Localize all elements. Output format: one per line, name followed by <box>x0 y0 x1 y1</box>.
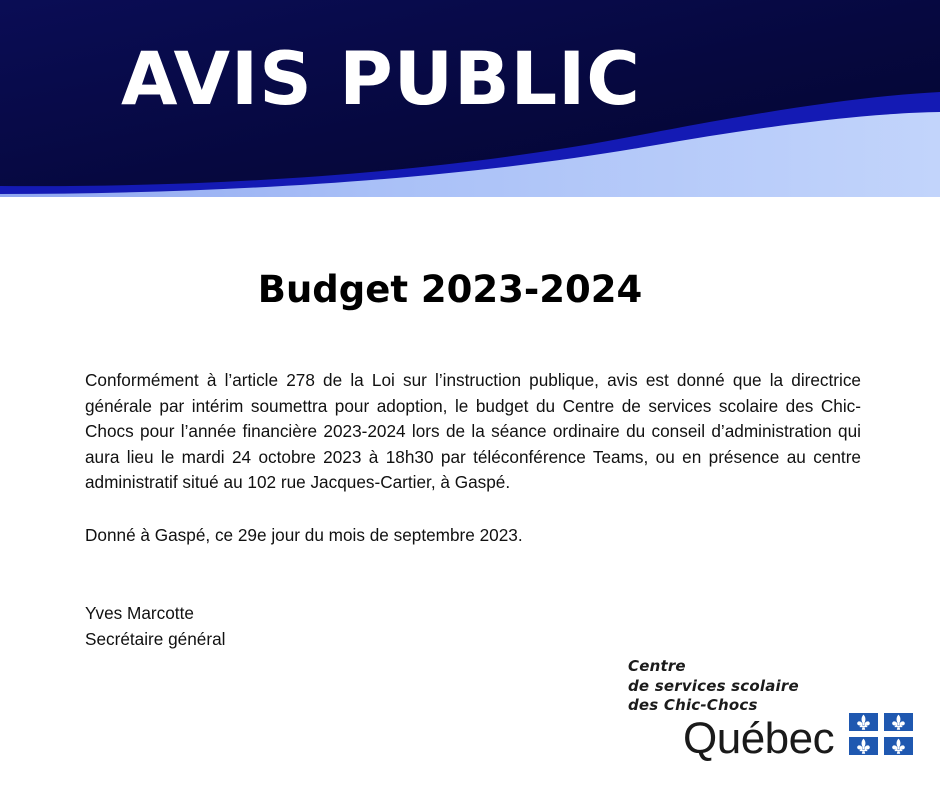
signatory-name: Yves Marcotte <box>85 603 194 623</box>
document-heading: Budget 2023-2024 <box>257 268 643 311</box>
org-name-line: des Chic-Chocs <box>628 696 758 714</box>
organization-logo <box>628 657 928 777</box>
org-name-line: de services scolaire <box>628 676 799 695</box>
banner <box>0 0 940 197</box>
document-body: Conformément à l’article 278 de la Loi sur l’instruction publique, avis est donné que la directrice générale par intérim soumettra pour adoption, le budget du Centre de services scolaire des Chic-Chocs pour l’année financière 2023-2024 lors de la séance ordinaire du conseil d’administration qui aura lieu le mardi 24 octobre 2023 à 18h30 par téléconférence Teams, ou en présence au centre administratif situé au 102 rue Jacques-Cartier, à Gaspé. <box>85 370 861 493</box>
quebec-flag-icon <box>849 713 913 755</box>
dated-line: Donné à Gaspé, ce 29e jour du mois de septembre 2023. <box>85 525 523 545</box>
signatory-title: Secrétaire général <box>85 628 226 649</box>
org-name-line: Centre <box>628 657 686 675</box>
signature-block <box>85 601 225 652</box>
quebec-wordmark: Québec <box>683 714 835 763</box>
banner-title: AVIS PUBLIC <box>121 37 641 122</box>
